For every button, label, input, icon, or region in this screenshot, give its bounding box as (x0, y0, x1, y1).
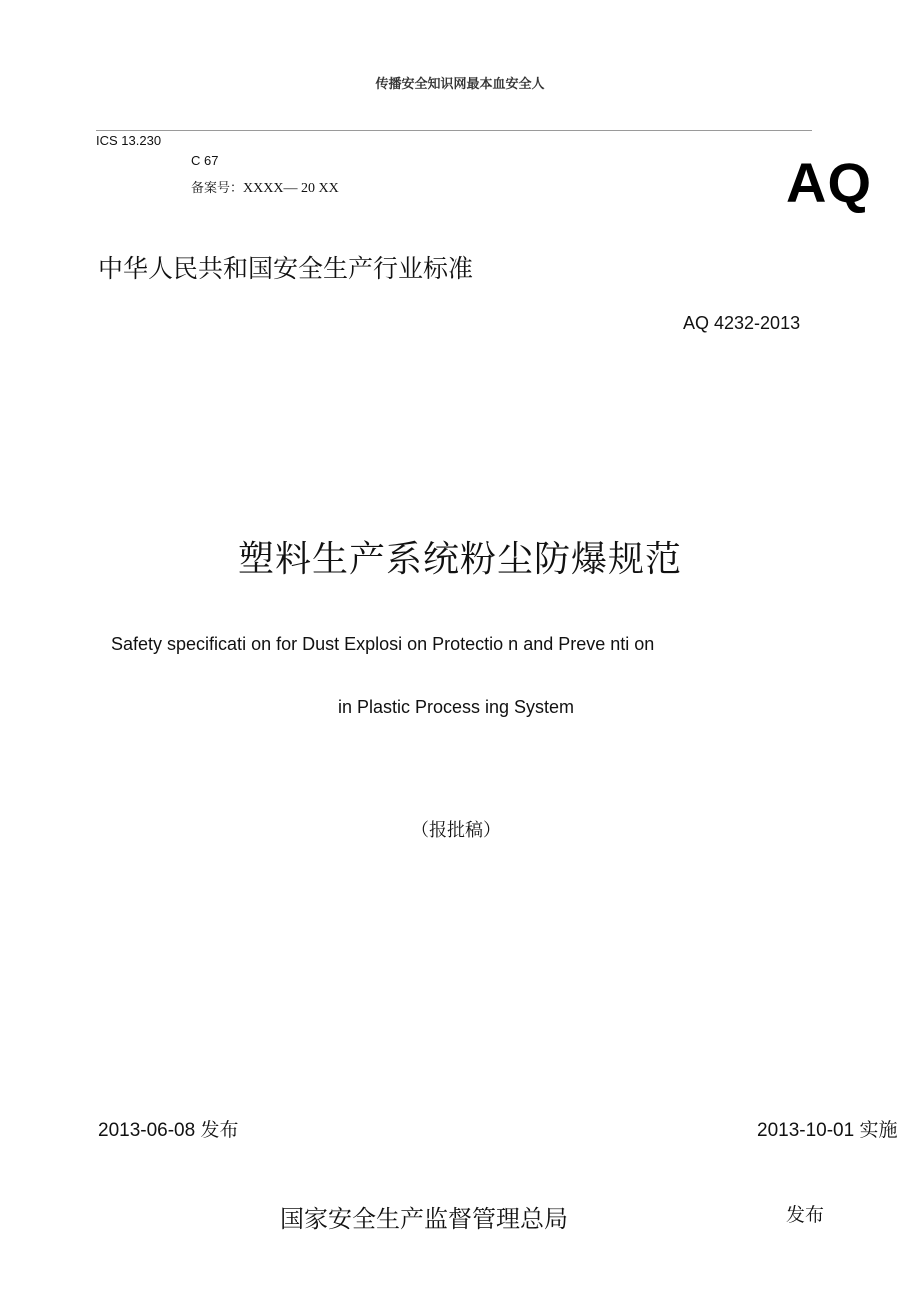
document-title-en-line1: Safety specificati on for Dust Explosi on Protectio n and Preve nti on (111, 634, 655, 654)
document-title-cn: 塑料生产系统粉尘防爆规范 (237, 538, 682, 579)
classification-code: C 67 (191, 153, 219, 168)
implementation-date: 2013-10-01 实施 (757, 1120, 898, 1141)
filing-number (191, 177, 339, 197)
issue-date: 2013-06-08 发布 (98, 1120, 239, 1141)
standard-type: 中华人民共和国安全生产行业标准 (98, 255, 474, 283)
publish-label: 发布 (786, 1205, 825, 1226)
standard-number: AQ 4232-2013 (683, 313, 801, 333)
header-rule (96, 130, 812, 131)
filing-value: XXXX— 20 XX (243, 181, 339, 196)
aq-logo: AQ (786, 151, 872, 214)
ics-code: ICS 13.230 (96, 133, 162, 148)
document-title-en-line2: in Plastic Process ing System (337, 697, 575, 717)
draft-tag: （报批稿） (411, 820, 501, 840)
filing-label: 备案号： (191, 180, 244, 195)
header-note: 传播安全知识网最本血安全人 (375, 76, 545, 91)
issuing-authority: 国家安全生产监督管理总局 (280, 1206, 568, 1233)
